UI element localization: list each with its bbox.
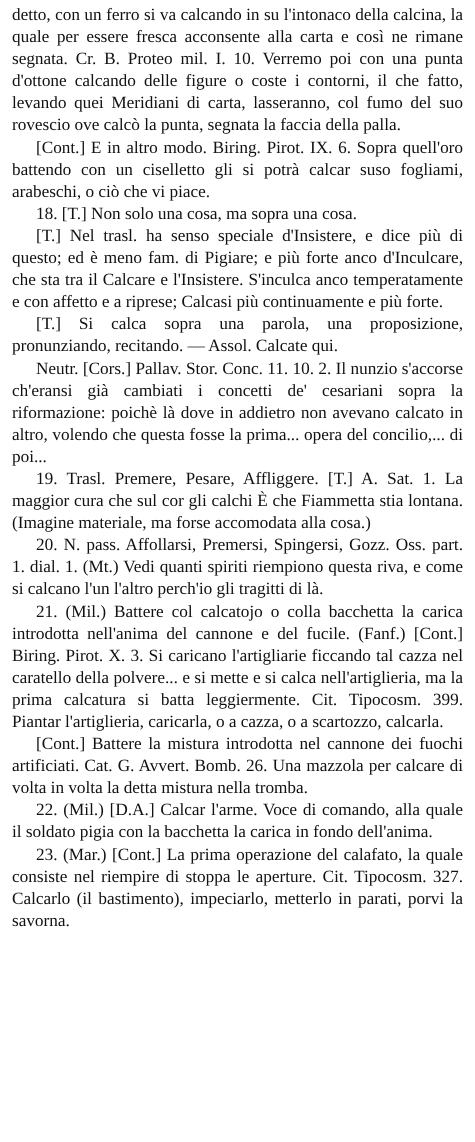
paragraph-calca-parola: [T.] Si calca sopra una parola, una proposizione, pronunziando, recitando. — Assol. Calcate qui. xyxy=(12,314,463,356)
paragraph-trasl-insistere: [T.] Nel trasl. ha senso speciale d'Insistere, e dice più di questo; ed è meno fam. di Pigiare; e più forte anco d'Inculcare, che sta tra il Calcare e l'Insistere. S'inculca anco temperatamente e con affetto e a riprese; Calcasi più continuamente e più forte. xyxy=(12,225,463,312)
paragraph-cont-mistura: [Cont.] Battere la mistura introdotta nel cannone dei fuochi artificiati. Cat. G. Avvert. Bomb. 26. Una mazzola per calcare di volta in volta la detta mistura nella tromba. xyxy=(12,734,463,798)
paragraph-sense-18: 18. [T.] Non solo una cosa, ma sopra una cosa. xyxy=(36,203,357,223)
paragraph-continuation: detto, con un ferro si va calcando in su l'intonaco della calcina, la quale per essere fresca acconsente alla carta e così ne rimane segnata. Cr. B. Proteo mil. I. 10. Verremo poi con una punta d'ottone calcando delle figure o coste i contorni, il che fatto, levando quei Meridiani di carta, lasseranno, col fumo del suo rovescio ove calcò la punta, segnata la faccia della palla. xyxy=(12,5,463,135)
paragraph-sense-23: 23. (Mar.) [Cont.] La prima operazione del calafato, la quale consiste nel riempire di stoppa le aperture. Cit. Tipocosm. 327. Calcarlo (il bastimento), impeciarlo, metterlo in parati, porvi la savorna. xyxy=(12,844,463,930)
paragraph-sense-20: 20. N. pass. Affollarsi, Premersi, Spingersi, Gozz. Oss. part. 1. dial. 1. (Mt.) Vedi quanti spiriti riempiono questa riva, e come si calcano l'un l'altro perch'io gli tragitti di là. xyxy=(12,535,463,599)
paragraph-sense-21: 21. (Mil.) Battere col calcatojo o colla bacchetta la carica introdotta nell'anima del cannone e del fucile. (Fanf.) [Cont.] Biring. Pirot. X. 3. Si caricano l'artigliarie ficcando tal cazza nel caratello della polvere... e si mette e si calca nell'artiglieria, ma la prima calcatura si batta leggiermente. Cit. Tipocosm. 399. Piantar l'artiglieria, caricarla, o a cazza, o a scartozzo, calcarla. xyxy=(12,601,463,731)
paragraph-sense-19: 19. Trasl. Premere, Pesare, Affliggere. [T.] A. Sat. 1. La maggior cura che sul cor gli calchi È che Fiammetta stia lontana. (Imagine materiale, ma forse accomodata alla cosa.) xyxy=(12,468,463,533)
paragraph-neutr: Neutr. [Cors.] Pallav. Stor. Conc. 11. 10. 2. Il nunzio s'accorse ch'eransi già cambiati i concetti de' cesariani sopra la riformazione: poichè là dove in addietro non avevano calcato in altro, volendo che questa fosse la prima... opera del concilio,... di poi... xyxy=(12,358,463,466)
paragraph-sense-22: 22. (Mil.) [D.A.] Calcar l'arme. Voce di comando, alla quale il soldato pigia con la bacchetta la carica in fondo dell'anima. xyxy=(12,800,463,842)
paragraph-cont-altro-modo: [Cont.] E in altro modo. Biring. Pirot. IX. 6. Sopra quell'oro battendo con un ciselletto gli si potrà calcar suso fogliami, arabeschi, o ciò che vi piace. xyxy=(12,137,463,201)
